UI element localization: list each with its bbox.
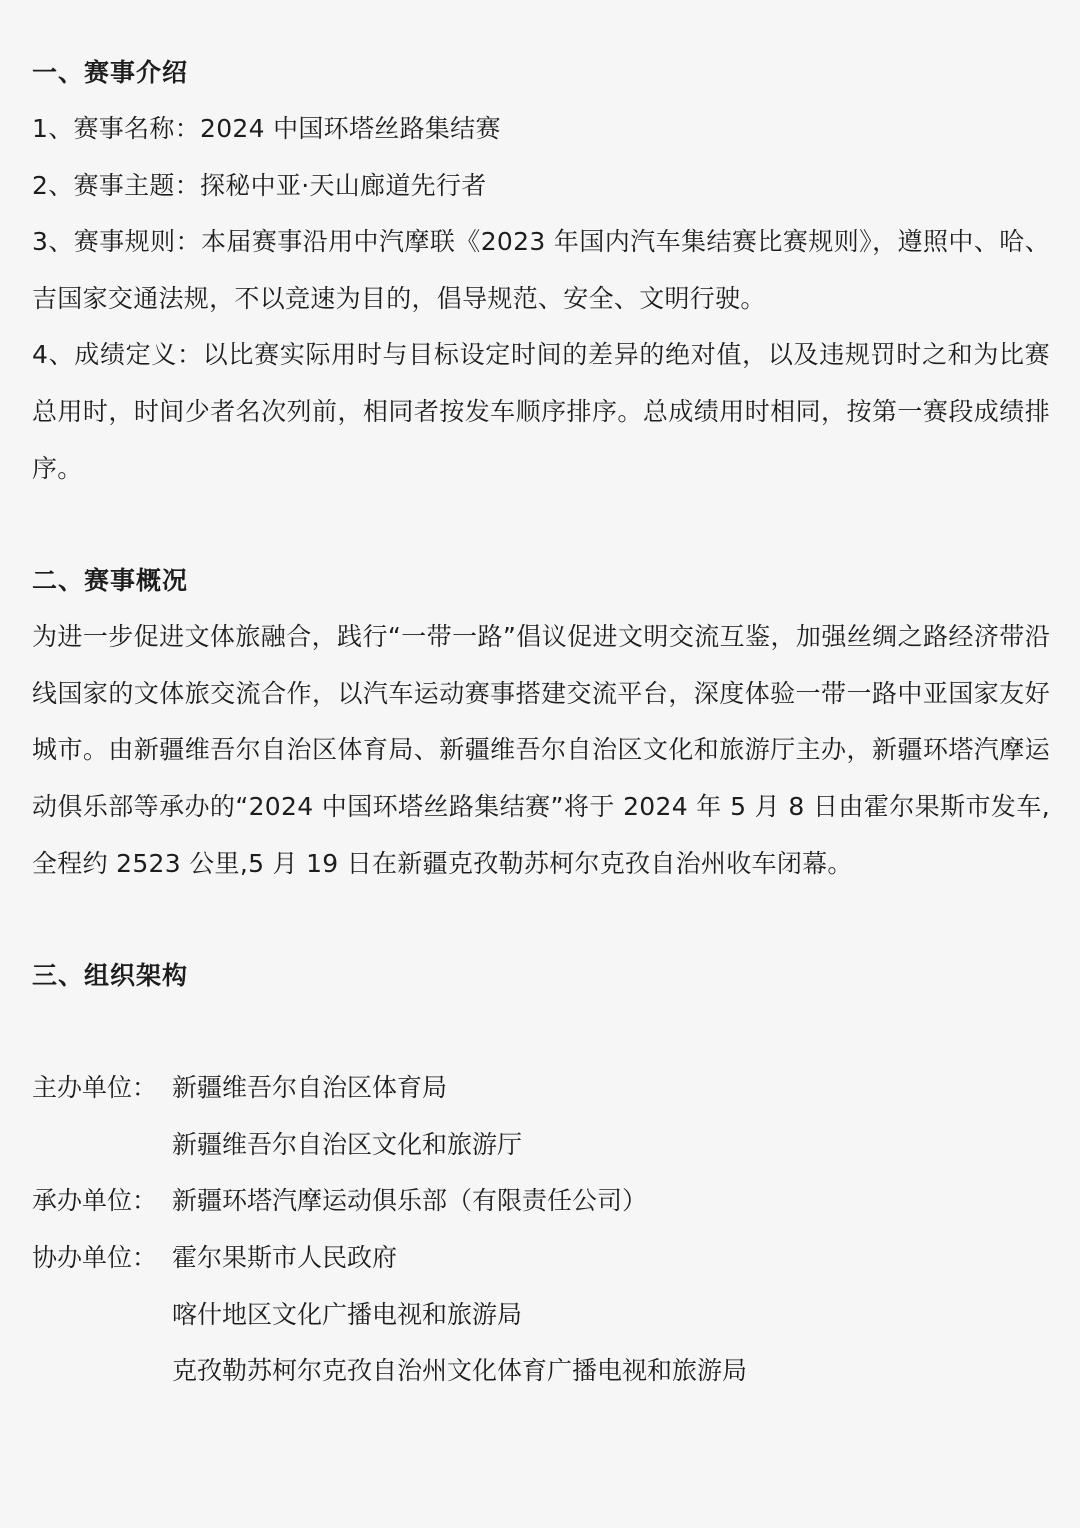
co-organizer-value: 喀什地区文化广播电视和旅游局 <box>172 1299 523 1329</box>
co-organizer-value: 霍尔果斯市人民政府 <box>172 1242 398 1272</box>
section-title-intro: 一、赛事介绍 <box>32 58 189 87</box>
spacer <box>32 892 1050 948</box>
co-organizer-label: 协办单位： <box>32 1242 158 1272</box>
intro-item-scoring: 4、成绩定义：以比赛实际用时与目标设定时间的差异的绝对值，以及违规罚时之和为比赛总用时，时间少者名次列前，相同者按发车顺序排序。总成绩用时相同，按第一赛段成绩排序。 <box>32 340 1050 483</box>
intro-item-rules: 3、赛事规则：本届赛事沿用中汽摩联《2023 年国内汽车集结赛比赛规则》，遵照中、哈、吉国家交通法规，不以竞速为目的，倡导规范、安全、文明行驶。 <box>32 227 1050 313</box>
co-organizer-value: 克孜勒苏柯尔克孜自治州文化体育广播电视和旅游局 <box>172 1356 748 1386</box>
organizer-value: 新疆维吾尔自治区体育局 <box>172 1073 448 1103</box>
undertaker-row <box>32 1173 1050 1230</box>
section-title-overview: 二、赛事概况 <box>32 566 189 596</box>
spacer <box>32 497 1050 553</box>
undertaker-value: 新疆环塔汽摩运动俱乐部（有限责任公司） <box>172 1186 648 1216</box>
overview-paragraph: 为进一步促进文体旅融合，践行“一带一路”倡议促进文明交流互鉴，加强丝绸之路经济带沿线国家的文体旅交流合作，以汽车运动赛事搭建交流平台，深度体验一带一路中亚国家友好城市。由新疆维吾尔自治区体育局、新疆维吾尔自治区文化和旅游厅主办，新疆环塔汽摩运动俱乐部等承办的“2024 中国环塔丝路集结赛”将于 2024 年 5 月 8 日由霍尔果斯市发车,全程约 2523 公里,5 月 19 日在新疆克孜勒苏柯尔克孜自治州收车闭幕。 <box>32 622 1050 878</box>
organizer-row <box>32 1060 1050 1173</box>
section-title-organization: 三、组织架构 <box>32 961 189 991</box>
co-organizer-row <box>32 1230 1050 1400</box>
intro-item-theme: 2、赛事主题：探秘中亚·天山廊道先行者 <box>32 170 487 200</box>
organizer-label: 主办单位： <box>32 1073 158 1103</box>
organizer-value: 新疆维吾尔自治区文化和旅游厅 <box>172 1129 523 1159</box>
spacer <box>32 1004 1050 1060</box>
intro-item-name: 1、赛事名称：2024 中国环塔丝路集结赛 <box>32 114 501 143</box>
document-page <box>32 45 1050 1400</box>
undertaker-label: 承办单位： <box>32 1186 158 1216</box>
